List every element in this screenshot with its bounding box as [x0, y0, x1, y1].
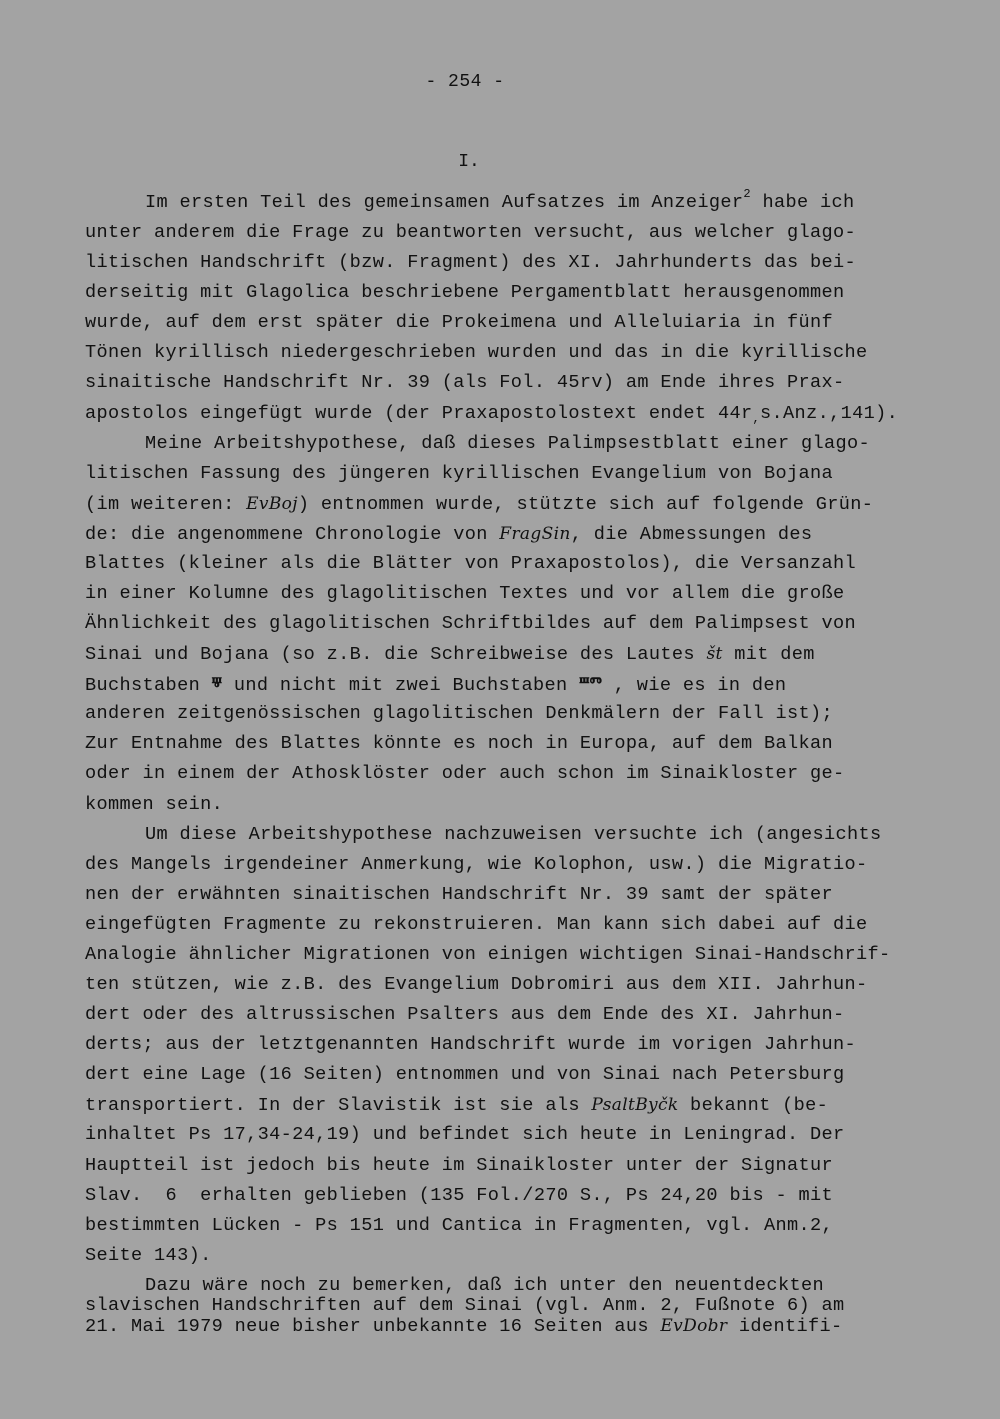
text-line: nen der erwähnten sinaitischen Handschrift Nr. 39 samt der später [85, 883, 834, 905]
glagolitic-shta-glyph: ⱋ [211, 673, 223, 696]
text-line: anderen zeitgenössischen glagolitischen Denkmälern der Fall ist); [85, 703, 834, 725]
text-line: wurde, auf dem erst später die Prokeimena und Alleluiaria in fünf [85, 312, 834, 334]
siglum: FragSin [499, 523, 571, 544]
text-line: Dazu wäre noch zu bemerken, daß ich unter den neuentdeckten [145, 1274, 824, 1296]
text-line: Slav. 6 erhalten geblieben (135 Fol./270 S., Ps 24,20 bis - mit [85, 1184, 834, 1206]
siglum: EvDobr [660, 1316, 728, 1337]
text-line: derseitig mit Glagolica beschriebene Pergamentblatt herausgenommen [85, 282, 845, 304]
text-line: Analogie ähnlicher Migrationen von einigen wichtigen Sinai-Handschrif- [85, 943, 891, 965]
text-line: oder in einem der Athosklöster oder auch schon im Sinaikloster ge- [85, 763, 845, 785]
text-line: Zur Entnahme des Blattes könnte es noch in Europa, auf dem Balkan [85, 733, 834, 755]
text-line: inhaltet Ps 17,34-24,19) und befindet sich heute in Leningrad. Der [85, 1124, 845, 1146]
text-line: kommen sein. [85, 793, 224, 815]
text-line: litischen Handschrift (bzw. Fragment) des XI. Jahrhunderts das bei- [85, 252, 857, 274]
text-line: litischen Fassung des jüngeren kyrillischen Evangelium von Bojana [85, 462, 834, 484]
text-line: apostolos eingefügt wurde (der Praxapostolostext endet $44r_,s.Anz.,141$). [85, 402, 899, 426]
text-line: Tönen kyrillisch niedergeschrieben wurden und das in die kyrillische [85, 342, 868, 364]
text-line: dert oder des altrussischen Psalters aus dem Ende des XI. Jahrhun- [85, 1004, 845, 1026]
text-line: bestimmten Lücken - Ps 151 und Cantica in Fragmenten, vgl. Anm.2, [85, 1214, 834, 1236]
text-line: Meine Arbeitshypothese, daß dieses Palimpsestblatt einer glago- [145, 432, 871, 454]
text-line: Um diese Arbeitshypothese nachzuweisen versuchte ich (angesichts [145, 823, 882, 845]
text-line: transportiert. In der Slavistik ist sie als PsaltByčk bekannt (be- [85, 1095, 829, 1117]
text-line: sinaitische Handschrift Nr. 39 (als Fol. 45rv) am Ende ihres Prax- [85, 372, 845, 394]
text-line: ten stützen, wie z.B. des Evangelium Dobromiri aus dem XII. Jahrhun- [85, 974, 868, 996]
text-line: Blattes (kleiner als die Blätter von Praxapostolos), die Versanzahl [85, 552, 857, 574]
text-line: Seite 143). [85, 1244, 212, 1266]
text-line: unter anderem die Frage zu beantworten versucht, aus welcher glago- [85, 222, 857, 244]
text-line: eingefügten Fragmente zu rekonstruieren. Man kann sich dabei auf die [85, 913, 868, 935]
text-line: Sinai und Bojana (so z.B. die Schreibweise des Lautes št mit dem [85, 644, 815, 666]
text-line: Im ersten Teil des gemeinsamen Aufsatzes im Anzeiger$^2$ habe ich [145, 187, 855, 213]
text-line: 21. Mai 1979 neue bisher unbekannte 16 Seiten aus EvDobr identifi- [85, 1316, 843, 1338]
text-line: slavischen Handschriften auf dem Sinai (vgl. Anm. 2, Fußnote 6) am [85, 1294, 845, 1316]
text-line: Ähnlichkeit des glagolitischen Schriftbildes auf dem Palimpsest von [85, 613, 857, 635]
text-line: derts; aus der letztgenannten Handschrift wurde im vorigen Jahrhun- [85, 1034, 857, 1056]
phoneme: št [706, 644, 723, 665]
text-line: dert eine Lage (16 Seiten) entnommen und von Sinai nach Petersburg [85, 1064, 845, 1086]
text-line: Hauptteil ist jedoch bis heute im Sinaikloster unter der Signatur [85, 1154, 834, 1176]
footnote-ref: 2 [743, 187, 751, 201]
text-line: (im weiteren: EvBoj) entnommen wurde, stützte sich auf folgende Grün- [85, 493, 874, 515]
glagolitic-sha-te-glyph: ⱎⱅ [579, 673, 603, 696]
text-line: des Mangels irgendeiner Anmerkung, wie Kolophon, usw.) die Migratio- [85, 853, 868, 875]
text-line: in einer Kolumne des glagolitischen Textes und vor allem die große [85, 583, 845, 605]
siglum: PsaltByčk [591, 1095, 679, 1116]
page-number: - 254 - [425, 72, 505, 92]
section-heading: I. [458, 152, 480, 172]
text-line: Buchstaben ⱋ und nicht mit zwei Buchstaben ⱎⱅ , wie es in den [85, 673, 787, 697]
text-line: de: die angenommene Chronologie von FragSin, die Abmessungen des [85, 523, 813, 545]
siglum: EvBoj [246, 493, 298, 514]
body-text [85, 188, 935, 1337]
